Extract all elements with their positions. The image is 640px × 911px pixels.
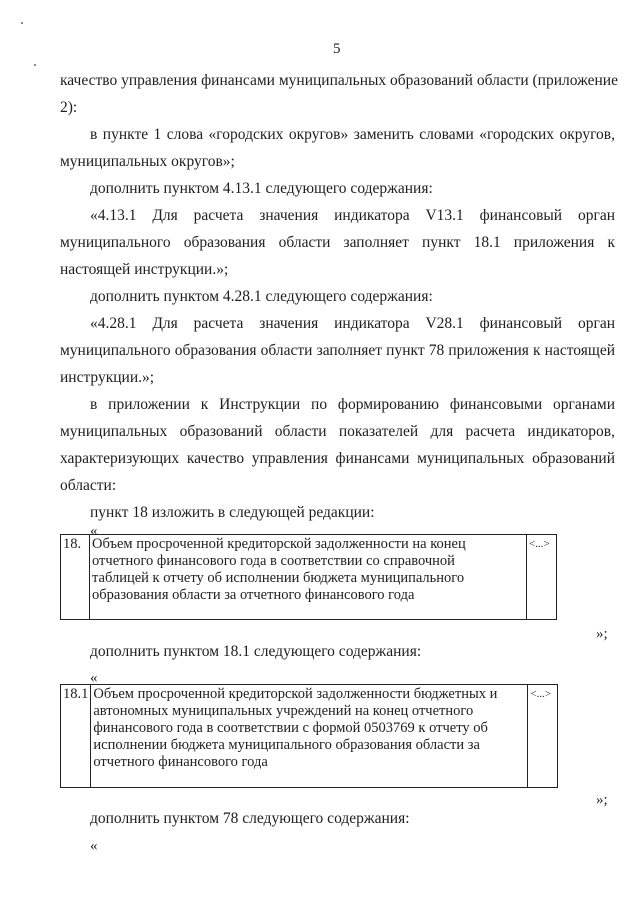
item-text-line: таблицей к отчету об исполнении бюджета муниципального <box>92 570 465 586</box>
body-line: пункт 18 изложить в следующей редакции: <box>90 504 375 521</box>
table-item-18 <box>60 534 557 620</box>
item-value: <...> <box>528 685 558 788</box>
item-text-line: исполнении бюджета муниципального образования области за <box>93 737 480 753</box>
item-text-line: финансового года в соответствии с формой 0503769 к отчету об <box>93 720 488 736</box>
table-item-18-1 <box>60 684 558 788</box>
item-number: 18.1 <box>61 685 91 788</box>
item-text-line: Объем просроченной кредиторской задолженности бюджетных и <box>93 686 498 702</box>
body-line: инструкции.»; <box>60 369 155 386</box>
quote-close: »; <box>596 626 608 642</box>
body-line: дополнить пунктом 4.28.1 следующего содержания: <box>90 288 433 305</box>
quote-close: »; <box>596 792 608 808</box>
item-text-line: Объем просроченной кредиторской задолженности на конец <box>92 536 466 552</box>
body-line: муниципальных округов»; <box>60 153 235 170</box>
table-row <box>61 535 557 620</box>
body-line: дополнить пунктом 18.1 следующего содержания: <box>90 643 422 660</box>
body-line: дополнить пунктом 4.13.1 следующего содержания: <box>90 180 433 197</box>
body-line: настоящей инструкции.»; <box>60 261 229 278</box>
body-line: 2): <box>60 99 78 116</box>
body-line: характеризующих качество управления финансами муниципальных образований <box>60 450 615 467</box>
body-line: «4.13.1 Для расчета значения индикатора V13.1 финансовый орган <box>90 207 615 224</box>
scan-speck <box>21 22 23 24</box>
item-text-line: автономных муниципальных учреждений на конец отчетного <box>93 703 474 719</box>
body-line: муниципального образования области заполняет пункт 18.1 приложения к <box>60 234 615 251</box>
body-line: муниципальных образований области показателей для расчета индикаторов, <box>60 423 615 440</box>
item-text-line: отчетного финансового года в соответствии со справочной <box>92 553 455 569</box>
body-line: муниципального образования области заполняет пункт 78 приложения к настоящей <box>60 342 615 359</box>
scan-speck <box>34 64 36 66</box>
item-text-line: образования области за отчетного финансового года <box>92 587 415 603</box>
body-line: качество управления финансами муниципальных образований области (приложение <box>60 72 618 89</box>
item-text-line: отчетного финансового года <box>93 754 268 770</box>
body-line: дополнить пунктом 78 следующего содержания: <box>90 810 410 827</box>
page-number: 5 <box>333 41 341 57</box>
table-row <box>61 685 558 788</box>
body-line: в пункте 1 слова «городских округов» заменить словами «городских округов, <box>90 126 615 143</box>
quote-open: « <box>90 838 98 854</box>
item-number: 18. <box>61 535 90 620</box>
item-value: <...> <box>527 535 557 620</box>
item-text <box>91 685 528 788</box>
body-line: области: <box>60 477 117 494</box>
body-line: «4.28.1 Для расчета значения индикатора V28.1 финансовый орган <box>90 315 615 332</box>
quote-open: « <box>90 523 98 539</box>
item-text <box>90 535 527 620</box>
body-line: в приложении к Инструкции по формированию финансовыми органами <box>90 396 615 413</box>
quote-open: « <box>90 670 98 686</box>
